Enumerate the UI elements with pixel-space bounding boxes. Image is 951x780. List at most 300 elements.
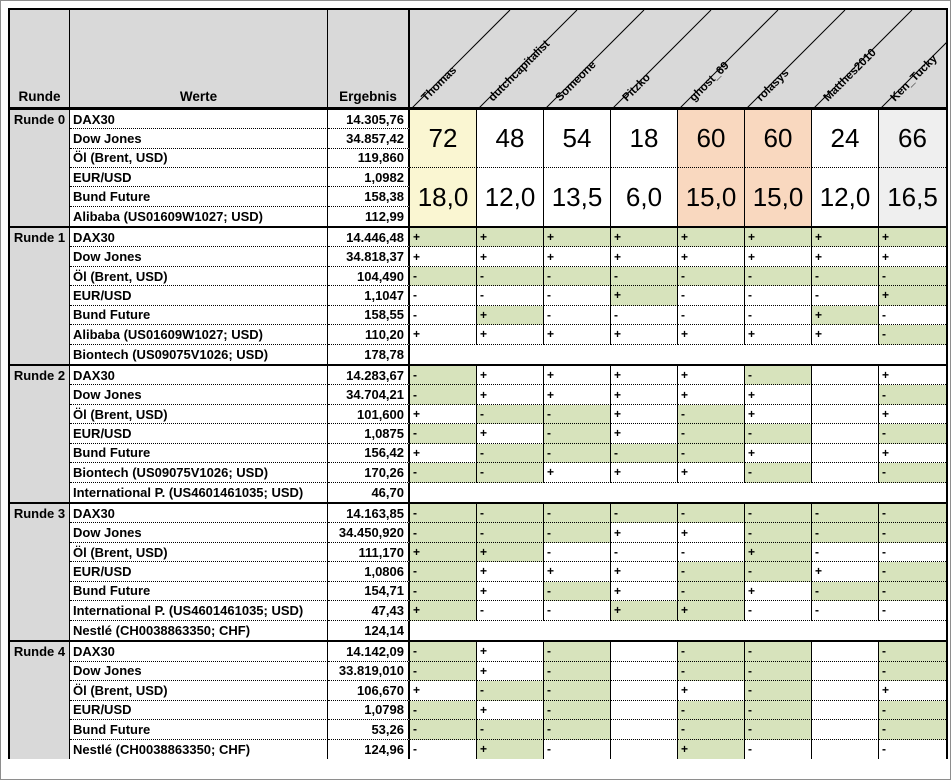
prediction-cell[interactable]: + xyxy=(611,325,678,344)
prediction-cell[interactable]: - xyxy=(477,463,544,482)
score-cell[interactable]: 18 xyxy=(611,110,678,168)
ergebnis-cell[interactable]: 1,0806 xyxy=(328,562,410,581)
prediction-cell[interactable]: - xyxy=(879,523,946,542)
column-header-ergebnis[interactable] xyxy=(328,10,410,107)
prediction-cell[interactable]: + xyxy=(812,228,879,247)
werte-cell[interactable]: Dow Jones xyxy=(70,662,328,682)
ergebnis-cell[interactable]: 53,26 xyxy=(328,720,410,740)
prediction-cell[interactable]: + xyxy=(544,325,611,344)
prediction-cell[interactable]: + xyxy=(745,325,812,344)
score-cell[interactable]: 12,0 xyxy=(477,168,544,226)
prediction-cell[interactable]: - xyxy=(812,504,879,523)
prediction-cell[interactable]: + xyxy=(611,366,678,385)
prediction-cell[interactable] xyxy=(611,642,678,662)
player-column-header[interactable]: Matthes2010 xyxy=(821,46,879,104)
prediction-cell[interactable]: + xyxy=(879,444,946,463)
score-cell[interactable]: 72 xyxy=(410,110,477,168)
prediction-cell[interactable]: - xyxy=(678,562,745,581)
score-cell[interactable]: 54 xyxy=(544,110,611,168)
prediction-cell[interactable]: - xyxy=(544,424,611,443)
prediction-cell[interactable]: + xyxy=(477,424,544,443)
prediction-cell[interactable]: + xyxy=(611,286,678,305)
ergebnis-cell[interactable]: 34.450,920 xyxy=(328,523,410,542)
prediction-cell[interactable]: - xyxy=(611,267,678,286)
werte-cell[interactable]: DAX30 xyxy=(70,228,328,247)
column-header-ergebnis-label: Ergebnis xyxy=(339,89,397,104)
prediction-cell[interactable]: - xyxy=(745,366,812,385)
prediction-cell[interactable]: - xyxy=(678,267,745,286)
prediction-cell[interactable]: + xyxy=(477,366,544,385)
prediction-cell[interactable]: - xyxy=(879,701,946,721)
ergebnis-cell[interactable]: 119,860 xyxy=(328,149,410,168)
prediction-cell[interactable]: - xyxy=(410,306,477,325)
prediction-cell[interactable]: + xyxy=(477,642,544,662)
player-column-header[interactable]: Thomas xyxy=(419,64,460,104)
prediction-cell[interactable]: + xyxy=(611,463,678,482)
prediction-cell[interactable]: - xyxy=(477,601,544,620)
player-column-header[interactable]: Ken_Tucky xyxy=(888,52,940,104)
ergebnis-cell[interactable]: 46,70 xyxy=(328,483,410,502)
werte-cell[interactable]: Dow Jones xyxy=(70,247,328,266)
prediction-cell[interactable]: + xyxy=(678,740,745,760)
prediction-cell[interactable]: - xyxy=(879,642,946,662)
round-section xyxy=(10,642,946,759)
score-cell[interactable]: 48 xyxy=(477,110,544,168)
player-column-header[interactable]: ghost_69 xyxy=(687,59,732,104)
ergebnis-cell[interactable]: 14.446,48 xyxy=(328,228,410,247)
prediction-cell[interactable]: - xyxy=(745,523,812,542)
ergebnis-cell[interactable]: 158,55 xyxy=(328,306,410,325)
prediction-cell[interactable]: - xyxy=(410,366,477,385)
prediction-cell[interactable]: - xyxy=(544,740,611,760)
prediction-cell[interactable]: - xyxy=(745,720,812,740)
prediction-cell[interactable]: - xyxy=(544,523,611,542)
prediction-cell[interactable]: - xyxy=(745,662,812,682)
prediction-cell[interactable]: - xyxy=(745,424,812,443)
prediction-cell[interactable]: + xyxy=(544,366,611,385)
werte-cell[interactable]: EUR/USD xyxy=(70,701,328,721)
prediction-cell[interactable]: - xyxy=(812,286,879,305)
prediction-cell[interactable] xyxy=(812,720,879,740)
ergebnis-cell[interactable]: 47,43 xyxy=(328,601,410,620)
prediction-cell[interactable]: - xyxy=(477,504,544,523)
prediction-cell[interactable]: - xyxy=(410,463,477,482)
prediction-cell[interactable] xyxy=(812,701,879,721)
prediction-cell[interactable]: - xyxy=(544,720,611,740)
prediction-cell[interactable] xyxy=(611,720,678,740)
prediction-cell[interactable]: - xyxy=(745,286,812,305)
prediction-cell[interactable] xyxy=(611,681,678,701)
round-section xyxy=(10,110,946,228)
score-cell[interactable]: 12,0 xyxy=(812,168,879,226)
prediction-cell[interactable]: + xyxy=(678,523,745,542)
prediction-cell[interactable] xyxy=(812,385,879,404)
prediction-cell[interactable]: + xyxy=(410,405,477,424)
prediction-cell[interactable] xyxy=(812,681,879,701)
prediction-cell[interactable]: - xyxy=(745,306,812,325)
prediction-cell[interactable] xyxy=(812,642,879,662)
prediction-cell[interactable] xyxy=(611,701,678,721)
prediction-cell[interactable]: + xyxy=(745,228,812,247)
prediction-cell[interactable]: + xyxy=(544,228,611,247)
prediction-cell[interactable]: + xyxy=(477,306,544,325)
prediction-cell[interactable]: + xyxy=(410,543,477,562)
prediction-cell[interactable] xyxy=(812,463,879,482)
prediction-cell[interactable]: + xyxy=(477,740,544,760)
werte-cell[interactable]: Öl (Brent, USD) xyxy=(70,681,328,701)
prediction-cell[interactable]: - xyxy=(879,463,946,482)
werte-cell[interactable]: Bund Future xyxy=(70,187,328,206)
score-cell[interactable]: 13,5 xyxy=(544,168,611,226)
ergebnis-cell[interactable]: 110,20 xyxy=(328,325,410,344)
empty-prediction-row[interactable] xyxy=(410,621,946,640)
prediction-cell[interactable]: - xyxy=(410,562,477,581)
prediction-cell[interactable]: - xyxy=(678,444,745,463)
prediction-cell[interactable]: - xyxy=(410,720,477,740)
ergebnis-cell[interactable]: 101,600 xyxy=(328,405,410,424)
prediction-cell[interactable]: - xyxy=(678,701,745,721)
player-column-header[interactable]: rolasys xyxy=(754,67,792,104)
score-cell[interactable]: 60 xyxy=(745,110,812,168)
column-header-runde[interactable] xyxy=(10,10,70,107)
round-label-cell[interactable]: Runde 2 xyxy=(10,366,70,502)
ergebnis-cell[interactable]: 14.305,76 xyxy=(328,110,410,129)
prediction-cell[interactable]: + xyxy=(745,582,812,601)
prediction-cell[interactable]: + xyxy=(745,385,812,404)
prediction-cell[interactable] xyxy=(812,424,879,443)
prediction-cell[interactable]: + xyxy=(745,405,812,424)
werte-cell[interactable]: Bund Future xyxy=(70,582,328,601)
prediction-cell[interactable]: + xyxy=(812,325,879,344)
prediction-cell[interactable]: - xyxy=(745,681,812,701)
prediction-cell[interactable]: + xyxy=(611,582,678,601)
ergebnis-cell[interactable]: 158,38 xyxy=(328,187,410,206)
ergebnis-cell[interactable]: 104,490 xyxy=(328,267,410,286)
werte-cell[interactable]: Biontech (US09075V1026; USD) xyxy=(70,463,328,482)
prediction-cell[interactable]: - xyxy=(745,642,812,662)
werte-cell[interactable]: Dow Jones xyxy=(70,523,328,542)
prediction-cell[interactable]: - xyxy=(477,405,544,424)
prediction-cell[interactable]: - xyxy=(879,306,946,325)
prediction-cell[interactable]: + xyxy=(879,247,946,266)
prediction-cell[interactable]: - xyxy=(879,267,946,286)
prediction-cell[interactable]: + xyxy=(678,228,745,247)
werte-cell[interactable]: Öl (Brent, USD) xyxy=(70,149,328,168)
round-label-cell[interactable]: Runde 0 xyxy=(10,110,70,226)
ergebnis-cell[interactable]: 14.142,09 xyxy=(328,642,410,662)
prediction-cell[interactable]: + xyxy=(477,325,544,344)
prediction-cell[interactable]: + xyxy=(678,325,745,344)
score-cell[interactable]: 6,0 xyxy=(611,168,678,226)
werte-cell[interactable]: DAX30 xyxy=(70,504,328,523)
prediction-cell[interactable]: + xyxy=(477,247,544,266)
prediction-cell[interactable]: - xyxy=(745,701,812,721)
round-section xyxy=(10,504,946,642)
column-header-runde-label: Runde xyxy=(18,89,61,104)
prediction-cell[interactable]: - xyxy=(544,444,611,463)
prediction-cell[interactable]: + xyxy=(410,681,477,701)
empty-prediction-row[interactable] xyxy=(410,345,946,364)
prediction-cell[interactable]: + xyxy=(477,582,544,601)
prediction-cell[interactable]: - xyxy=(879,562,946,581)
werte-cell[interactable]: Biontech (US09075V1026; USD) xyxy=(70,345,328,364)
ergebnis-cell[interactable]: 1,0798 xyxy=(328,701,410,721)
prediction-cell[interactable]: + xyxy=(678,247,745,266)
prediction-cell[interactable]: + xyxy=(745,444,812,463)
prediction-cell[interactable]: + xyxy=(544,385,611,404)
prediction-cell[interactable]: - xyxy=(410,582,477,601)
prediction-cell[interactable]: + xyxy=(879,286,946,305)
ergebnis-cell[interactable]: 34.818,37 xyxy=(328,247,410,266)
werte-cell[interactable]: EUR/USD xyxy=(70,424,328,443)
prediction-cell[interactable]: + xyxy=(812,306,879,325)
score-cell[interactable]: 15,0 xyxy=(745,168,812,226)
prediction-cell[interactable]: + xyxy=(611,247,678,266)
prediction-cell[interactable]: - xyxy=(812,582,879,601)
player-column-header[interactable]: Someone xyxy=(553,58,599,104)
prediction-cell[interactable]: - xyxy=(812,523,879,542)
prediction-cell[interactable]: - xyxy=(678,543,745,562)
prediction-cell[interactable]: + xyxy=(678,463,745,482)
prediction-cell[interactable]: + xyxy=(678,601,745,620)
prediction-cell[interactable]: + xyxy=(477,385,544,404)
prediction-cell[interactable]: + xyxy=(879,405,946,424)
prediction-cell[interactable]: - xyxy=(410,424,477,443)
werte-cell[interactable]: Dow Jones xyxy=(70,129,328,148)
werte-cell[interactable]: DAX30 xyxy=(70,642,328,662)
prediction-cell[interactable]: + xyxy=(477,701,544,721)
werte-cell[interactable]: Alibaba (US01609W1027; USD) xyxy=(70,207,328,226)
column-header-werte-label: Werte xyxy=(179,89,218,104)
round-label-cell[interactable]: Runde 4 xyxy=(10,642,70,759)
prediction-cell[interactable]: + xyxy=(611,385,678,404)
ergebnis-cell[interactable]: 178,78 xyxy=(328,345,410,364)
prediction-cell[interactable]: - xyxy=(879,601,946,620)
ergebnis-cell[interactable]: 124,14 xyxy=(328,621,410,640)
prediction-cell[interactable]: - xyxy=(879,385,946,404)
ergebnis-cell[interactable]: 111,170 xyxy=(328,543,410,562)
prediction-cell[interactable]: + xyxy=(477,228,544,247)
werte-cell[interactable]: Nestlé (CH0038863350; CHF) xyxy=(70,621,328,640)
prediction-cell[interactable]: - xyxy=(882,742,886,757)
prediction-cell[interactable]: - xyxy=(477,720,544,740)
ergebnis-cell[interactable]: 14.283,67 xyxy=(328,366,410,385)
prediction-cell[interactable]: - xyxy=(678,424,745,443)
prediction-cell[interactable]: - xyxy=(879,424,946,443)
player-column-header[interactable]: Pitzko xyxy=(620,71,653,104)
werte-cell[interactable]: DAX30 xyxy=(70,110,328,129)
werte-cell[interactable]: EUR/USD xyxy=(70,562,328,581)
prediction-cell[interactable]: - xyxy=(611,504,678,523)
werte-cell[interactable]: International P. (US4601461035; USD) xyxy=(70,601,328,620)
prediction-cell[interactable]: - xyxy=(477,523,544,542)
prediction-cell[interactable]: - xyxy=(544,681,611,701)
werte-cell[interactable]: EUR/USD xyxy=(70,168,328,187)
prediction-cell[interactable]: + xyxy=(410,325,477,344)
prediction-cell[interactable]: - xyxy=(678,642,745,662)
prediction-cell[interactable]: - xyxy=(410,701,477,721)
prediction-cell[interactable]: - xyxy=(879,582,946,601)
prediction-cell[interactable]: - xyxy=(678,582,745,601)
prediction-cell[interactable]: - xyxy=(879,325,946,344)
prediction-cell[interactable]: - xyxy=(410,267,477,286)
score-cell[interactable]: 66 xyxy=(879,110,946,168)
ergebnis-cell[interactable]: 34.704,21 xyxy=(328,385,410,404)
prediction-cell[interactable]: - xyxy=(879,543,946,562)
prediction-cell[interactable] xyxy=(611,740,678,760)
prediction-cell[interactable]: - xyxy=(544,306,611,325)
empty-prediction-row[interactable] xyxy=(410,483,946,502)
werte-cell[interactable]: Bund Future xyxy=(70,720,328,740)
werte-cell[interactable]: Alibaba (US01609W1027; USD) xyxy=(70,325,328,344)
prediction-cell[interactable]: - xyxy=(544,405,611,424)
prediction-cell[interactable]: + xyxy=(410,228,477,247)
prediction-cell[interactable]: + xyxy=(812,562,879,581)
prediction-cell[interactable]: - xyxy=(477,681,544,701)
ergebnis-cell[interactable]: 112,99 xyxy=(328,207,410,226)
prediction-cell[interactable]: + xyxy=(611,523,678,542)
prediction-cell[interactable]: - xyxy=(879,504,946,523)
prediction-cell[interactable]: - xyxy=(544,582,611,601)
prediction-cell[interactable]: - xyxy=(678,504,745,523)
prediction-cell[interactable]: + xyxy=(678,385,745,404)
prediction-cell[interactable]: - xyxy=(745,267,812,286)
werte-cell[interactable]: EUR/USD xyxy=(70,286,328,305)
round-label-cell[interactable]: Runde 3 xyxy=(10,504,70,640)
ergebnis-cell[interactable]: 1,0982 xyxy=(328,168,410,187)
prediction-cell[interactable]: - xyxy=(477,444,544,463)
werte-cell[interactable]: Öl (Brent, USD) xyxy=(70,405,328,424)
werte-cell[interactable]: Nestlé (CH0038863350; CHF) xyxy=(70,740,328,760)
prediction-cell[interactable]: - xyxy=(410,662,477,682)
ergebnis-cell[interactable]: 1,1047 xyxy=(328,286,410,305)
score-cell[interactable]: 15,0 xyxy=(678,168,745,226)
prediction-cell[interactable]: - xyxy=(812,267,879,286)
prediction-cell[interactable]: - xyxy=(410,523,477,542)
prediction-cell[interactable]: - xyxy=(745,463,812,482)
ergebnis-cell[interactable]: 34.857,42 xyxy=(328,129,410,148)
ergebnis-cell[interactable]: 156,42 xyxy=(328,444,410,463)
prediction-cell[interactable]: - xyxy=(544,286,611,305)
player-column-header[interactable]: dutchcapitalist xyxy=(486,38,553,104)
prediction-cell[interactable]: - xyxy=(879,662,946,682)
werte-cell[interactable]: International P. (US4601461035; USD) xyxy=(70,483,328,502)
prediction-cell[interactable]: - xyxy=(544,701,611,721)
prediction-cell[interactable] xyxy=(812,740,879,760)
prediction-cell[interactable]: - xyxy=(678,405,745,424)
werte-cell[interactable]: Öl (Brent, USD) xyxy=(70,543,328,562)
prediction-cell[interactable]: - xyxy=(678,720,745,740)
prediction-cell[interactable] xyxy=(812,366,879,385)
prediction-cell[interactable]: - xyxy=(879,720,946,740)
werte-cell[interactable]: Bund Future xyxy=(70,306,328,325)
prediction-cell[interactable]: + xyxy=(678,681,745,701)
prediction-cell[interactable] xyxy=(812,662,879,682)
prediction-cell[interactable]: + xyxy=(745,543,812,562)
prediction-cell[interactable]: + xyxy=(611,601,678,620)
prediction-cell[interactable]: + xyxy=(611,228,678,247)
prediction-cell[interactable]: - xyxy=(544,267,611,286)
ergebnis-cell[interactable]: 124,96 xyxy=(328,740,410,760)
round-section xyxy=(10,228,946,366)
ergebnis-cell[interactable]: 1,0875 xyxy=(328,424,410,443)
prediction-cell[interactable]: + xyxy=(879,366,946,385)
prediction-cell[interactable]: + xyxy=(544,247,611,266)
prediction-cell[interactable]: - xyxy=(410,740,477,760)
prediction-cell[interactable]: - xyxy=(678,662,745,682)
prediction-cell[interactable]: - xyxy=(410,286,477,305)
prediction-cell[interactable]: + xyxy=(879,681,946,701)
prediction-cell[interactable]: + xyxy=(611,562,678,581)
prediction-cell[interactable]: - xyxy=(611,543,678,562)
werte-cell[interactable]: Dow Jones xyxy=(70,385,328,404)
prediction-cell[interactable]: + xyxy=(544,562,611,581)
ergebnis-cell[interactable]: 106,670 xyxy=(328,681,410,701)
prediction-cell[interactable]: - xyxy=(410,504,477,523)
ergebnis-cell[interactable]: 14.163,85 xyxy=(328,504,410,523)
score-cell[interactable]: 24 xyxy=(812,110,879,168)
prediction-cell[interactable]: - xyxy=(544,504,611,523)
round-label-cell[interactable]: Runde 1 xyxy=(10,228,70,364)
prediction-cell[interactable]: - xyxy=(477,267,544,286)
prediction-cell[interactable]: - xyxy=(745,601,812,620)
werte-cell[interactable]: DAX30 xyxy=(70,366,328,385)
prediction-cell[interactable]: - xyxy=(544,662,611,682)
prediction-cell[interactable]: + xyxy=(477,562,544,581)
prediction-cell[interactable]: + xyxy=(544,463,611,482)
prediction-cell[interactable]: - xyxy=(611,306,678,325)
prediction-cell[interactable]: - xyxy=(678,306,745,325)
prediction-cell[interactable]: + xyxy=(812,247,879,266)
prediction-cell[interactable]: - xyxy=(544,642,611,662)
prediction-cell[interactable]: - xyxy=(812,543,879,562)
prediction-cell[interactable]: - xyxy=(477,286,544,305)
prediction-cell[interactable]: + xyxy=(745,247,812,266)
score-cell[interactable]: 60 xyxy=(678,110,745,168)
prediction-cell[interactable] xyxy=(812,405,879,424)
werte-cell[interactable]: Bund Future xyxy=(70,444,328,463)
prediction-cell[interactable]: + xyxy=(879,228,946,247)
prediction-cell[interactable]: + xyxy=(678,366,745,385)
column-header-werte[interactable] xyxy=(70,10,328,107)
ergebnis-cell[interactable]: 170,26 xyxy=(328,463,410,482)
prediction-cell[interactable]: + xyxy=(477,662,544,682)
prediction-cell[interactable]: - xyxy=(410,385,477,404)
ergebnis-cell[interactable]: 33.819,010 xyxy=(328,662,410,682)
prediction-cell[interactable]: + xyxy=(611,424,678,443)
score-cell[interactable]: 16,5 xyxy=(879,168,946,226)
prediction-cell[interactable]: - xyxy=(611,444,678,463)
prediction-cell[interactable]: - xyxy=(745,740,812,760)
prediction-cell[interactable]: + xyxy=(611,405,678,424)
prediction-cell[interactable]: + xyxy=(410,444,477,463)
prediction-cell[interactable]: - xyxy=(812,601,879,620)
prediction-cell[interactable]: + xyxy=(410,601,477,620)
werte-cell[interactable]: Öl (Brent, USD) xyxy=(70,267,328,286)
prediction-cell[interactable]: - xyxy=(745,504,812,523)
ergebnis-cell[interactable]: 154,71 xyxy=(328,582,410,601)
prediction-cell[interactable]: + xyxy=(477,543,544,562)
prediction-cell[interactable]: + xyxy=(410,247,477,266)
prediction-cell[interactable]: - xyxy=(544,601,611,620)
prediction-cell[interactable]: - xyxy=(544,543,611,562)
prediction-cell[interactable] xyxy=(812,444,879,463)
prediction-cell[interactable] xyxy=(611,662,678,682)
score-cell[interactable]: 18,0 xyxy=(410,168,477,226)
prediction-cell[interactable]: - xyxy=(410,642,477,662)
prediction-cell[interactable]: - xyxy=(745,562,812,581)
prediction-cell[interactable]: - xyxy=(678,286,745,305)
